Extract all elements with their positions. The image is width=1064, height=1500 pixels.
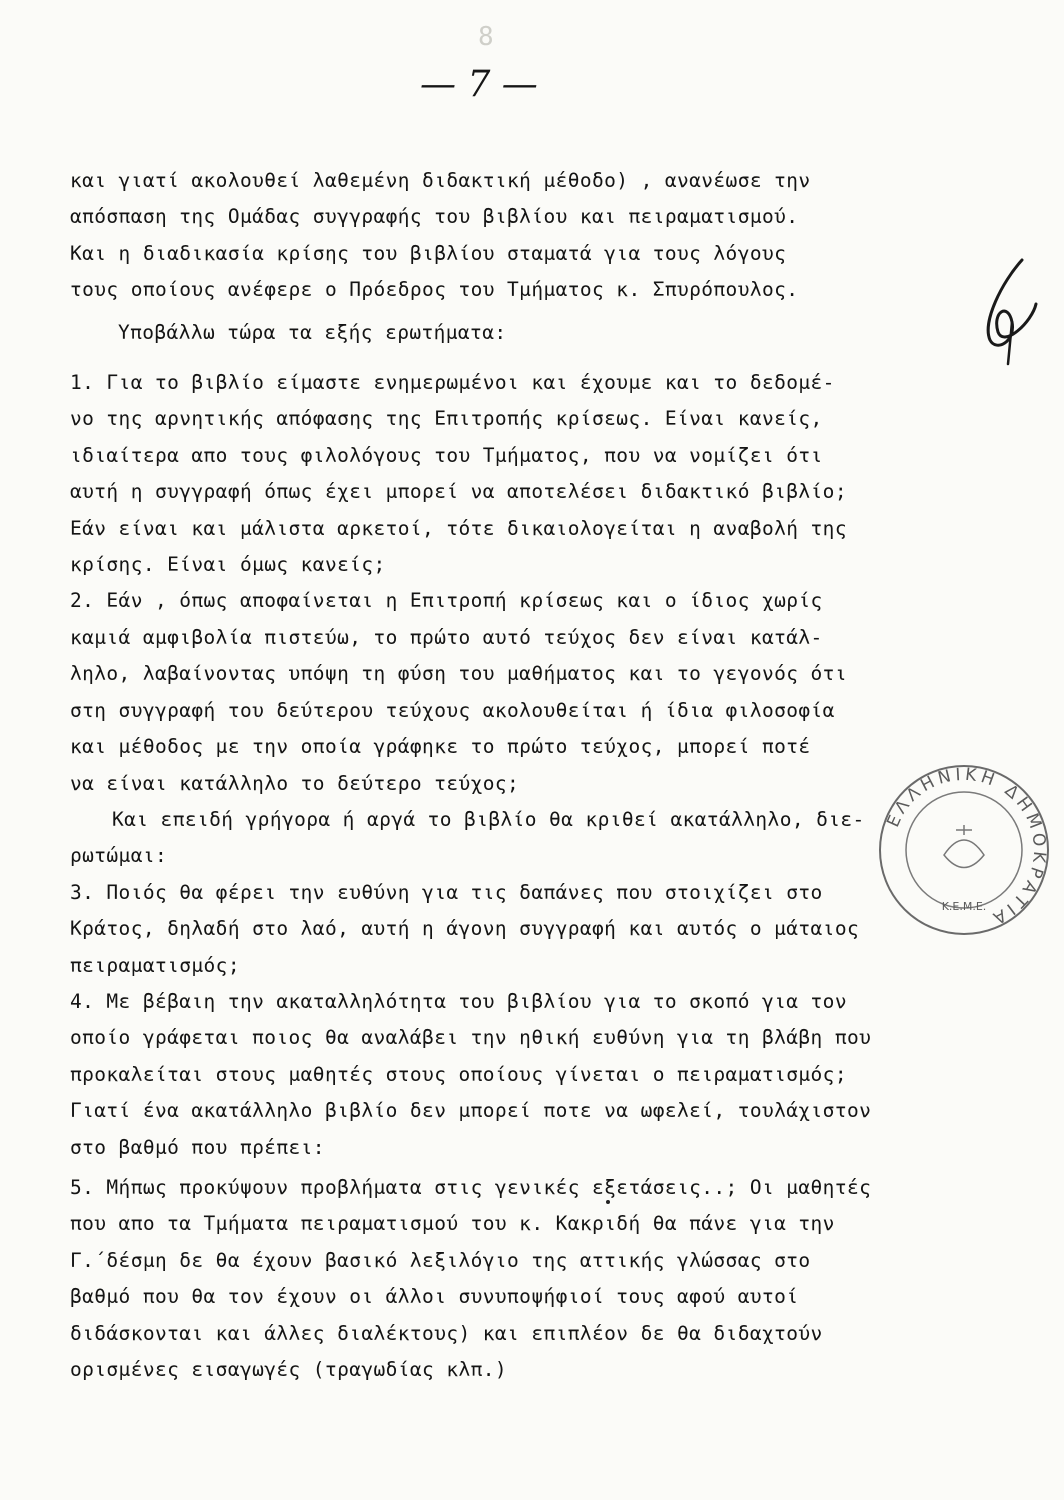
text-line: ορισμένες εισαγωγές (τραγωδίας κλπ.) [70,1358,508,1381]
top-page-mark: 8 [478,22,494,52]
text-line: Και επειδή γρήγορα ή αργά το βιβλίο θα κριθεί ακατάλληλο, διε- [112,807,865,831]
text-line: 4. Με βέβαιη την ακαταλληλότητα του βιβλίου για το σκοπό για τον [70,989,847,1013]
page-number: — 7 — [420,64,538,105]
text-line: ρωτώμαι: [70,844,168,868]
text-line: βαθμό που θα τον έχουν οι άλλοι συνυποψήφιοί τους αφού αυτοί [70,1285,799,1309]
text-line: που απο τα Τμήματα πειραματισμού του κ. Κακριδή θα πάνε για την [70,1212,835,1236]
text-line: κρίσης. Είναι όμως κανείς; [70,553,386,577]
text-line: οποίο γράφεται ποιος θα αναλάβει την ηθική ευθύνη για τη βλάβη που [70,1026,872,1050]
text-line: και μέθοδος με την οποία γράφηκε το πρώτο τεύχος, μπορεί ποτέ [70,735,811,759]
text-line: στη συγγραφή του δεύτερου τεύχους ακολουθείται ή ίδια φιλοσοφία [70,698,835,722]
text-line: ληλο, λαβαίνοντας υπόψη τη φύση του μαθήματος και το γεγονός ότι [70,662,847,686]
text-line: να είναι κατάλληλο το δεύτερο τεύχος; [70,771,520,795]
text-line: απόσπαση της Ομάδας συγγραφής του βιβλίου και πειραματισμού. [70,205,799,229]
text-line: 2. Εάν , όπως αποφαίνεται η Επιτροπή κρίσεως και ο ίδιος χωρίς [70,589,823,613]
text-line: προκαλείται στους μαθητές στους οποίους γίνεται ο πειραματισμός; [70,1062,847,1086]
text-line: νο της αρνητικής απόφασης της Επιτροπής κρίσεως. Είναι κανείς, [70,407,823,431]
text-line: Εάν είναι και μάλιστα αρκετοί, τότε δικαιολογείται η αναβολή της [70,516,847,540]
svg-text:ΕΛΛΗΝΙΚΗ ΔΗΜΟΚΡΑΤΙΑ: ΕΛΛΗΝΙΚΗ ΔΗΜΟΚΡΑΤΙΑ [883,764,1050,930]
text-line: και γιατί ακολουθεί λαθεμένη διδακτική μέθοδο) , ανανέωσε την [70,169,811,192]
text-line: τους οποίους ανέφερε ο Πρόεδρος του Τμήματος κ. Σπυρόπουλος. [70,278,799,302]
stamp-seal-icon [874,760,1054,944]
text-line: Υποβάλλω τώρα τα εξής ερωτήματα: [118,320,507,344]
text-line: διδάσκονται και άλλες διαλέκτους) και επιπλέον δε θα διδαχτούν [70,1321,823,1345]
text-line: Και η διαδικασία κρίσης του βιβλίου σταματά για τους λόγους [70,241,787,265]
text-line: ιδιαίτερα απο τους φιλολόγους του Τμήματος, που να νομίζει ότι [70,443,823,467]
text-line: 1. Για το βιβλίο είμαστε ενημερωμένοι και έχουμε και το δεδομέ- [70,371,835,395]
text-line: Γ.΄δέσμη δε θα έχουν βασικό λεξιλόγιο της αττικής γλώσσας στο [70,1248,811,1272]
text-line: 3. Ποιός θα φέρει την ευθύνη για τις δαπάνες που στοιχίζει στο [70,880,823,904]
text-line: καμιά αμφιβολία πιστεύω, το πρώτο αυτό τεύχος δεν είναι κατάλ- [70,625,823,649]
text-line: στο βαθμό που πρέπει: [70,1135,325,1159]
svg-text:Κ.Ε.Μ.Ε.: Κ.Ε.Μ.Ε. [941,900,987,913]
text-line: πειραματισμός; [70,953,240,977]
text-line: αυτή η συγγραφή όπως έχει μπορεί να αποτελέσει διδακτικό βιβλίο; [70,480,847,504]
text-line: Κράτος, δηλαδή στο λαό, αυτή η άγονη συγγραφή και αυτός ο μάταιος [70,917,860,941]
signature-icon [972,252,1044,376]
text-line: Γιατί ένα ακατάλληλο βιβλίο δεν μπορεί ποτε να ωφελεί, τουλάχιστον [70,1099,872,1123]
text-line: 5. Μήπως προκύψουν προβλήματα στις γενικές εξετάσεις..; Οι μαθητές [70,1175,872,1199]
ink-dot [606,1200,610,1204]
